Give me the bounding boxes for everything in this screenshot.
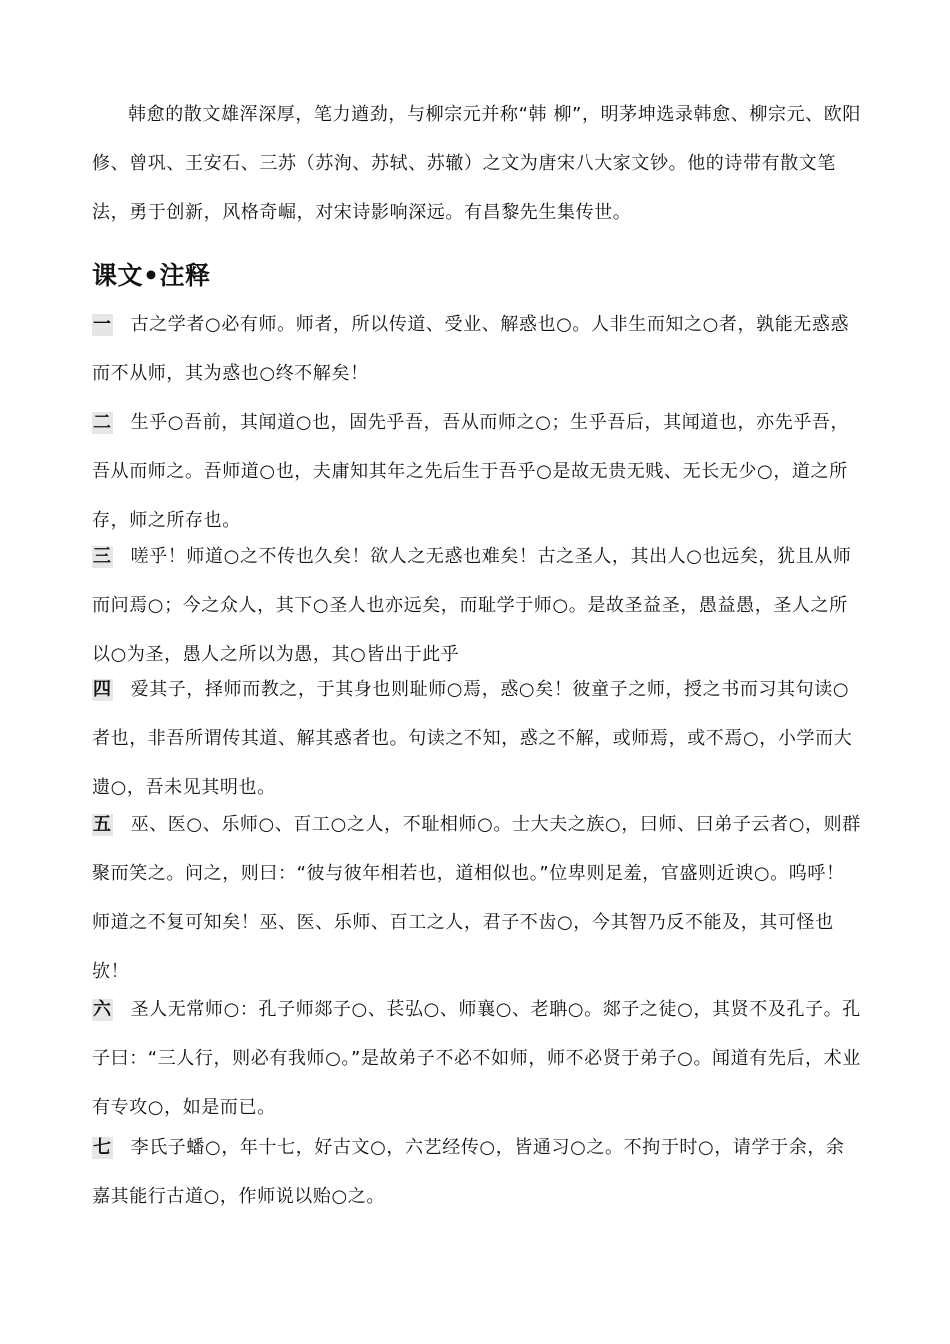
- paragraph-text: 圣人无常师○：孔子师郯子○、苌弘○、师襄○、老聃○。郯子之徒○，其贤不及孔子。孔子曰：“三人行，则必有我师○。”是故弟子不必不如师，师不必贤于弟子○。闻道有先后，术业有专攻○，如是而已。: [92, 999, 861, 1118]
- paragraph-number: 七: [93, 1137, 112, 1158]
- paragraph-number: 三: [93, 546, 112, 567]
- paragraph-text: 爱其子，择师而教之，于其身也则耻师○焉，惑○矣！彼童子之师，授之书而习其句读○者也，非吾所谓传其道、解其惑者也。句读之不知，惑之不解，或师焉，或不焉○，小学而大遗○，吾未见其明也。: [92, 679, 853, 798]
- paragraph-3: [92, 532, 862, 679]
- paragraph-text: 李氏子蟠○，年十七，好古文○，六艺经传○，皆通习○之。不拘于时○，请学于余，余嘉其能行古道○，作师说以贻○之。: [92, 1137, 845, 1207]
- paragraph-5: [92, 800, 862, 996]
- paragraph-number: 二: [93, 412, 112, 433]
- intro-paragraph: 韩愈的散文雄浑深厚，笔力遒劲，与柳宗元并称“韩 柳”，明茅坤选录韩愈、柳宗元、欧阳修、曾巩、王安石、三苏（苏洵、苏轼、苏辙）之文为唐宋八大家文钞。他的诗带有散文笔法，勇于创新，风格奇崛，对宋诗影响深远。有昌黎先生集传世。: [92, 104, 861, 223]
- paragraph-number: 六: [93, 999, 112, 1020]
- paragraph-text: 生乎○吾前，其闻道○也，固先乎吾，吾从而师之○；生乎吾后，其闻道也，亦先乎吾，吾从而师之。吾师道○也，夫庸知其年之先后生于吾乎○是故无贵无贱、无长无少○，道之所存，师之所存也。: [92, 412, 850, 531]
- paragraph-1: [92, 300, 862, 398]
- paragraph-number: 四: [93, 679, 112, 700]
- paragraph-number: 五: [93, 814, 112, 835]
- paragraph-text: 古之学者○必有师。师者，所以传道、受业、解惑也○。人非生而知之○者，孰能无惑惑而不从师，其为惑也○终不解矣！: [92, 314, 850, 384]
- section-heading: 课文•注释: [92, 261, 211, 290]
- paragraph-2: [92, 398, 862, 545]
- paragraph-text: 巫、医○、乐师○、百工○之人，不耻相师○。士大夫之族○，曰师、曰弟子云者○，则群聚而笑之。问之，则曰：“彼与彼年相若也，道相似也。”位卑则足羞，官盛则近谀○。呜呼！师道之不复可知矣！巫、医、乐师、百工之人，君子不齿○，今其智乃反不能及，其可怪也欤！: [92, 814, 861, 982]
- paragraph-text: 嗟乎！师道○之不传也久矣！欲人之无惑也难矣！古之圣人，其出人○也远矣，犹且从师而问焉○；今之众人，其下○圣人也亦远矣，而耻学于师○。是故圣益圣，愚益愚，圣人之所以○为圣，愚人之所以为愚，其○皆出于此乎: [92, 546, 852, 665]
- paragraph-6: [92, 985, 862, 1132]
- paragraph-7: [92, 1123, 862, 1221]
- paragraph-4: [92, 665, 862, 812]
- paragraph-number: 一: [93, 314, 112, 335]
